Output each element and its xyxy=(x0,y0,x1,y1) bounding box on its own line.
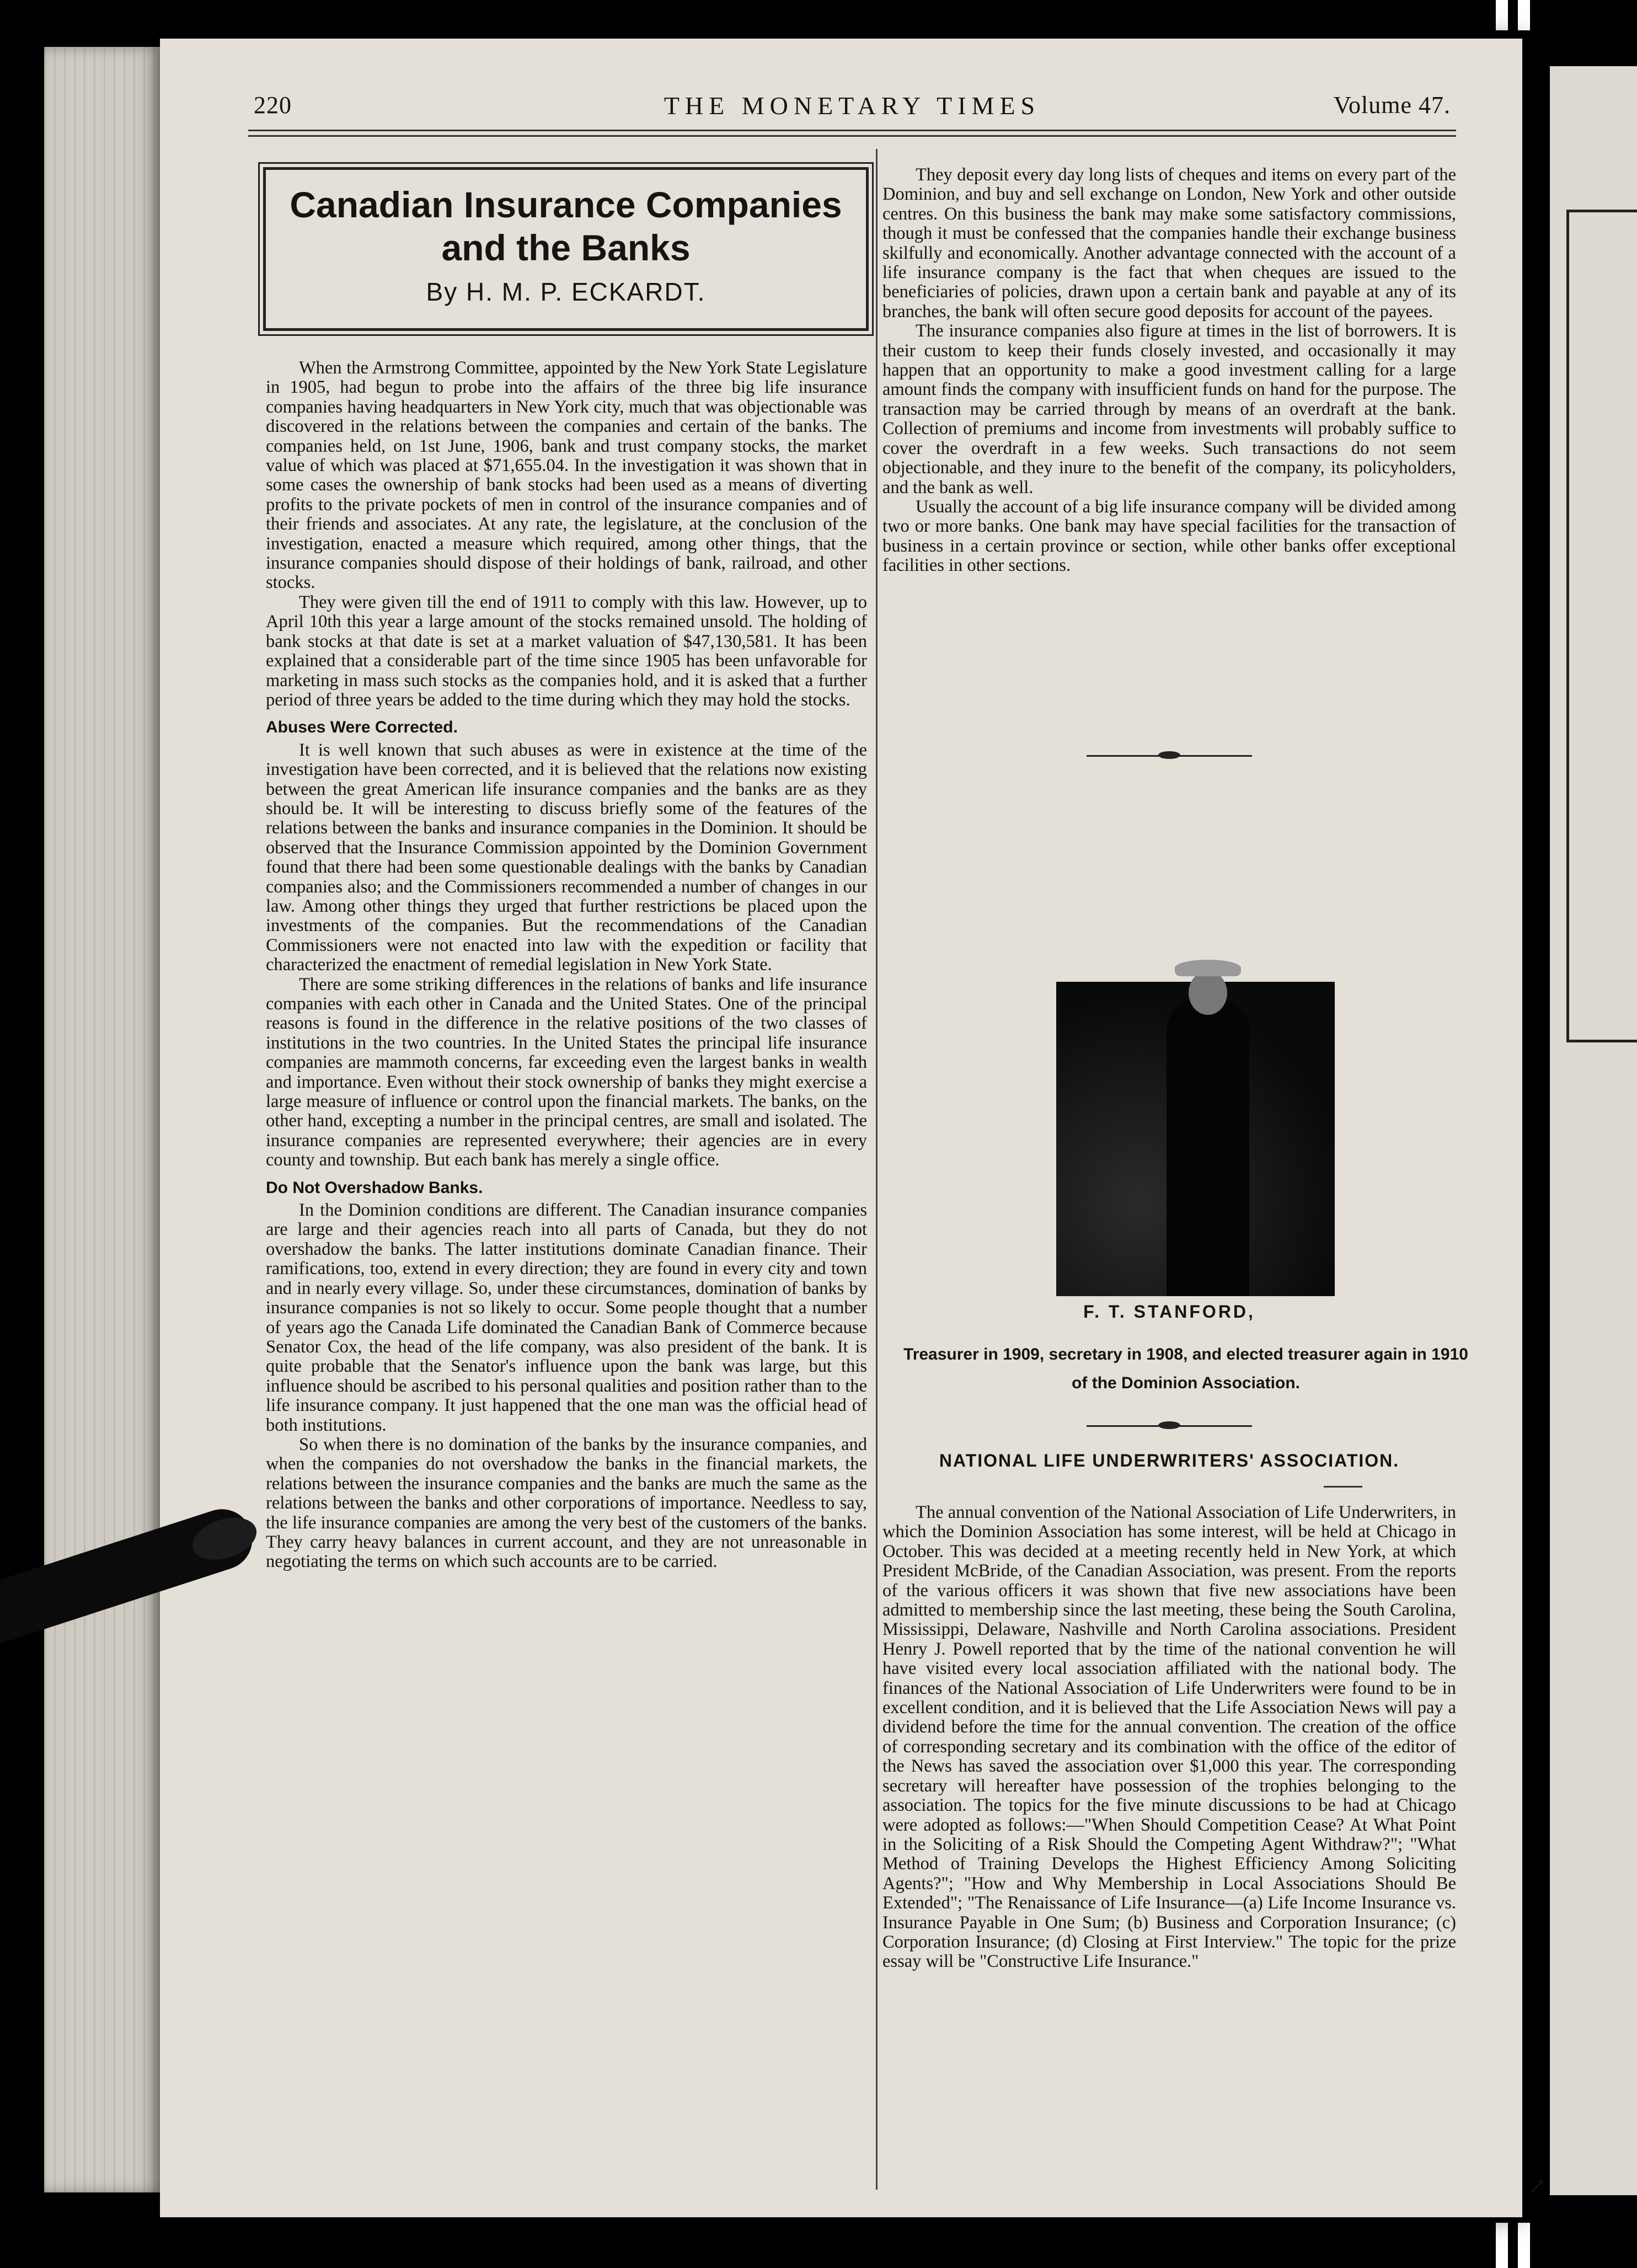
paragraph: There are some striking differences in the relations of banks and life insurance companies with each other in Canada and the United States. One of the principal reasons is found in the difference in the relative positions of the two classes of institutions in the two countries. In the United States the principal life insurance companies are mammoth concerns, far exceeding even the largest banks in wealth and importance. Even without their stock ownership of banks they might exercise a large measure of influence or control upon the financial markets. The banks, on the other hand, excepting a number in the principal centres, are small and isolated. The insurance companies are represented everywhere; their agencies are in every county and township. But each bank has merely a single office. xyxy=(266,974,867,1170)
portrait-photo xyxy=(1056,916,1335,1296)
article-byline: By H. M. P. ECKARDT. xyxy=(426,277,706,306)
book-page-edges xyxy=(44,47,165,2192)
paragraph: So when there is no domination of the banks by the insurance companies, and when the companies do not overshadow the banks in the financial markets, the relations between the insurance companies and the banks are much the same as the relations between the banks and other corporations of importance. Needless to say, the life insurance companies are among the very best of the customers of the banks. They carry heavy balances in current account, and they are not unreasonable in negotiating the terms on which such accounts are to be carried. xyxy=(266,1434,867,1572)
film-perforation xyxy=(1496,0,1508,30)
photo-caption: Treasurer in 1909, secretary in 1908, and elected treasurer again in 1910 of the Dominion Association. xyxy=(903,1345,1468,1392)
ornament-rule xyxy=(1087,750,1252,761)
magazine-page xyxy=(160,39,1547,2217)
paragraph: When the Armstrong Committee, appointed by the New York State Legislature in 1905, had begun to probe into the affairs of the three big life insurance companies having headquarters in New York city, much that was objectionable was discovered in the relations between the companies and certain of the banks. The companies held, on 1st June, 1906, bank and trust company stocks, the market value of which was placed at $71,655.04. In the investigation it was shown that in some cases the ownership of bank stocks had been used as a means of diverting profits to the private pockets of men in control of the insurance companies and of their friends and associates. At any rate, the legislature, at the conclusion of the investigation, enacted a measure which required, among other things, that the insurance companies should dispose of their holdings of bank, railroad, and other stocks. xyxy=(266,358,867,593)
ornament-rule xyxy=(1087,1420,1252,1431)
running-header xyxy=(254,91,1451,124)
left-column xyxy=(266,359,867,1572)
page-number: 220 xyxy=(254,92,292,119)
photo-caption-name: F. T. STANFORD, xyxy=(1083,1302,1255,1322)
paragraph: It is well known that such abuses as were in existence at the time of the investigation have been corrected, and it is believed that the relations now existing between the great American life insurance companies and the banks are as they should be. It will be interesting to discuss briefly some of the features of the relations between the banks and insurance companies in the Dominion. It should be observed that the Insurance Commission appointed by the Dominion Government found that there had been some questionable dealings with the banks by Canadian companies also; and the Commissioners recommended a number of changes in our law. Among other things they urged that further restrictions be placed upon the investments of the companies. But the recommendations of the Canadian Commissioners were not enacted into law with the expedition or facility that characterized the enactment of remedial legislation in New York State. xyxy=(266,740,867,975)
facing-page xyxy=(1550,66,1637,2195)
right-column-top xyxy=(882,165,1456,576)
subheading: Abuses Were Corrected. xyxy=(266,718,458,737)
paragraph: They deposit every day long lists of cheques and items on every part of the Dominion, and buy and sell exchange on London, New York and other outside centres. On this business the bank may make some satisfactory commissions, though it must be confessed that the companies handle their exchange business skilfully and economically. Another advantage connected with the account of a life insurance company is the fact that when cheques are issued to the beneficiaries of policies, drawn upon a certain bank and payable at any of its branches, the bank will often secure good deposits for account of the payees. xyxy=(882,165,1456,322)
paragraph: They were given till the end of 1911 to comply with this law. However, up to April 10th this year a large amount of the stocks remained unsold. The holding of bank stocks at that date is set at a market valuation of $47,130,581. It has been explained that a considerable part of the time since 1905 has been unfavorable for marketing in mass such stocks as the companies hold, and it is asked that a further period of three years be added to the time during which they may hold the stocks. xyxy=(266,592,867,710)
header-rule xyxy=(248,135,1456,137)
film-perforation xyxy=(1518,2223,1530,2268)
film-border xyxy=(0,0,44,2268)
column-divider xyxy=(876,149,878,2190)
paragraph: Usually the account of a big life insurance company will be divided among two or more banks. One bank may have special facilities for the transaction of business in a certain province or section, while other banks offer exceptional facilities in other sections. xyxy=(882,496,1456,576)
paragraph: In the Dominion conditions are different. The Canadian insurance companies are large and their agencies reach into all parts of Canada, but they do not overshadow the banks. The latter institutions dominate Canadian finance. Their ramifications, too, extend in every direction; they are found in every city and town and in nearly every village. So, under these circumstances, domination of banks by insurance companies is not so likely to occur. Some people thought that a number of years ago the Canada Life dominated the Canadian Bank of Commerce because Senator Cox, the head of the life company, was also president of the bank. It is quite probable that the Senator's influence upon the bank was large, but this influence should be ascribed to his personal qualities and position rather than to the life insurance company. It just happened that the one man was the official head of both institutions. xyxy=(266,1200,867,1435)
right-column-bottom xyxy=(882,1503,1456,1972)
paragraph: The insurance companies also figure at times in the list of borrowers. It is their custom to keep their funds closely invested, and occasionally it may happen that an opportunity to make a good investment calling for a large amount finds the company with insufficient funds on hand for the purpose. The transaction may be carried through by means of an overdraft at the bank. Collection of premiums and income from investments will probably suffice to cover the overdraft in a few weeks. Such transactions do not seem objectionable, and they inure to the benefit of the company, its policyholders, and the bank as well. xyxy=(882,321,1456,498)
article-title-box xyxy=(263,167,869,331)
film-perforation xyxy=(1496,2223,1508,2268)
paragraph: The annual convention of the National Association of Life Underwriters, in which the Dominion Association has some interest, will be held at Chicago in October. This was decided at a meeting recently held in New York, at which President McBride, of the Canadian Association, was present. From the reports of the various officers it was shown that five new associations have been admitted to membership since the last meeting, these being the South Carolina, Mississippi, Delaware, Nashville and North Carolina associations. President Henry J. Powell reported that by the time of the national convention he will have visited every local association affiliated with the national body. The finances of the National Association of Life Underwriters were found to be in excellent condition, and it is believed that the Life Association News will pay a dividend before the time for the annual convention. The creation of the office of corresponding secretary and its combination with the office of the editor of the News has saved the association over $1,000 this year. The corresponding secretary will hereafter have possession of the trophies belonging to the association. The topics for the five minute discussions to be had at Chicago were adopted as follows:—"When Should Competition Cease? At What Point in the Soliciting of a Risk Should the Competing Agent Withdraw?"; "What Method of Training Develops the Highest Efficiency Among Soliciting Agents?"; "How and Why Membership in Local Associations Should Be Extended"; "The Renaissance of Life Insurance—(a) Life Income Insurance vs. Insurance Payable in One Sum; (b) Business and Corporation Insurance; (c) Corporation Insurance; (d) Closing at First Interview." The topic for the prize essay will be "Constructive Life Insurance." xyxy=(882,1502,1456,1972)
film-perforation xyxy=(1518,0,1530,30)
volume-label: Volume 47. xyxy=(1333,92,1451,119)
stray-mark: ↗ xyxy=(1528,2174,1547,2199)
short-rule xyxy=(1324,1486,1362,1488)
header-rule xyxy=(248,130,1456,131)
section-heading: NATIONAL LIFE UNDERWRITERS' ASSOCIATION. xyxy=(939,1451,1400,1470)
masthead: THE MONETARY TIMES xyxy=(664,92,1041,120)
subheading: Do Not Overshadow Banks. xyxy=(266,1178,483,1197)
article-title: Canadian Insurance Companies and the Banks xyxy=(290,184,842,268)
